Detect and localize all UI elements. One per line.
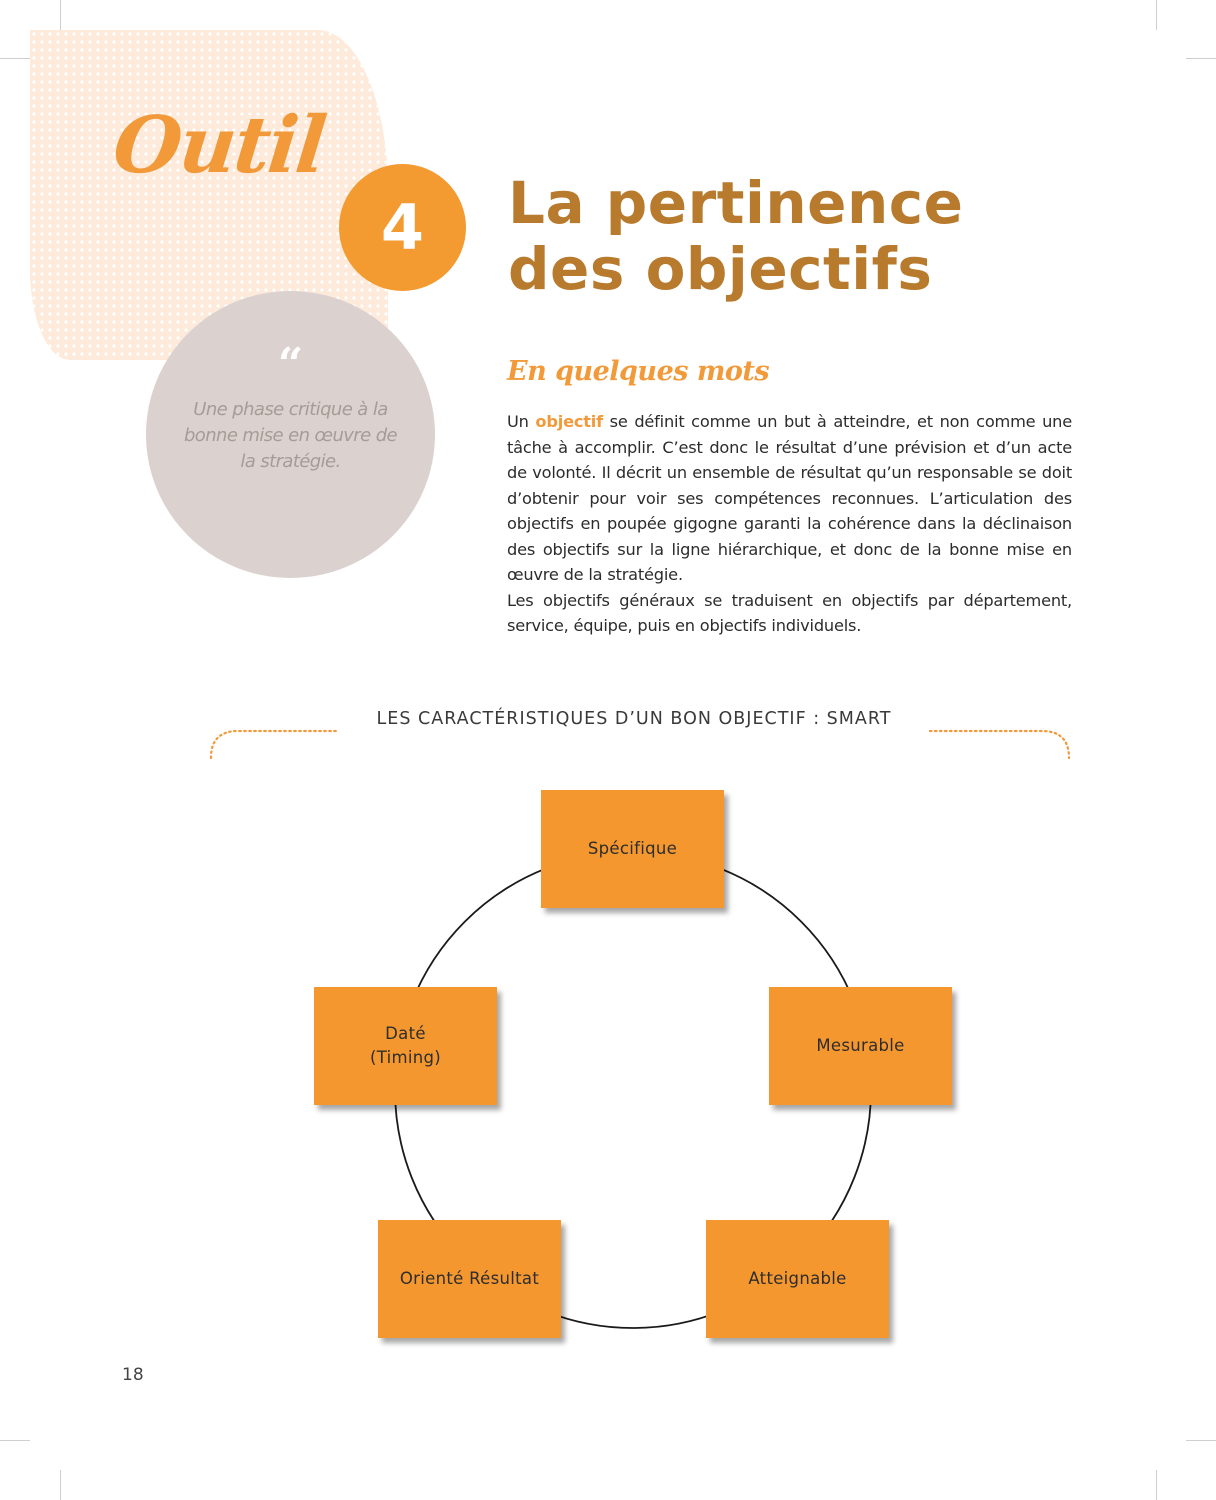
page-title-line-2: des objectifs xyxy=(508,235,933,303)
diagram-title: LES CARACTÉRISTIQUES D’UN BON OBJECTIF : SMART xyxy=(376,709,892,729)
highlight-term: objectif xyxy=(535,412,603,431)
smart-item-result-oriented: Orienté Résultat xyxy=(378,1220,561,1338)
page-number: 18 xyxy=(122,1365,144,1385)
paragraph-1-start: Un xyxy=(507,412,536,431)
section-heading: En quelques mots xyxy=(507,356,770,387)
tool-label: Outil xyxy=(109,100,329,191)
smart-item-specific: Spécifique xyxy=(541,790,724,908)
page-title-line-1: La pertinence xyxy=(508,169,964,237)
smart-item-achievable: Atteignable xyxy=(706,1220,889,1338)
quote-text: Une phase critique à la bonne mise en œuvre de la stratégie. xyxy=(183,399,398,472)
smart-item-measurable: Mesurable xyxy=(769,987,952,1105)
quote-mark-icon: “ xyxy=(277,339,304,390)
paragraph-1-rest: se définit comme un but à atteindre, et non comme une tâche à accomplir. C’est donc le résultat d’une prévision et d’un acte de volonté. Il décrit un ensemble de résultat qu’un responsable se doit d’obtenir pour voir ses compétences reconnues. L’articulation des objectifs en poupée gigogne garanti la cohérence dans la déclinaison des objectifs sur la ligne hiérarchique, et donc de la bonne mise en œuvre de la stratégie. xyxy=(507,412,1072,584)
tool-number: 4 xyxy=(380,191,425,264)
smart-item-timed: Daté (Timing) xyxy=(314,987,497,1105)
paragraph-2: Les objectifs généraux se traduisent en objectifs par département, service, équipe, puis en objectifs individuels. xyxy=(507,590,1072,635)
